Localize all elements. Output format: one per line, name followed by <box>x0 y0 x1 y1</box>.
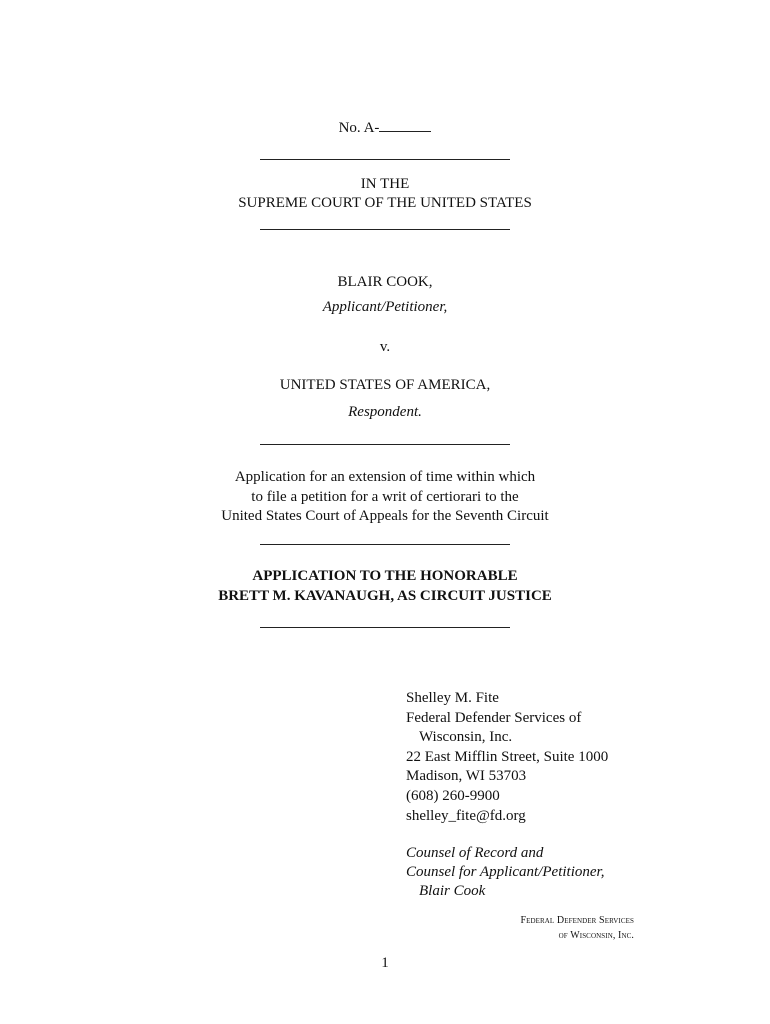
description-line-2: to file a petition for a writ of certiorari to the <box>251 488 519 505</box>
counsel-org-line-2: Wisconsin, Inc. <box>419 729 513 746</box>
applicant-role: Applicant/Petitioner, <box>322 299 448 315</box>
counsel-block <box>406 689 608 826</box>
counsel-name: Shelley M. Fite <box>406 690 499 706</box>
divider-rule <box>260 159 510 160</box>
counsel-role-line-2: Counsel for Applicant/Petitioner, <box>406 864 605 881</box>
court-line-2: SUPREME COURT OF THE UNITED STATES <box>238 195 532 211</box>
application-title-line-2: BRETT M. KAVANAUGH, AS CIRCUIT JUSTICE <box>218 587 552 604</box>
case-number <box>0 117 770 138</box>
description-line-3: United States Court of Appeals for the Seventh Circuit <box>221 508 549 524</box>
counsel-email: shelley_fite@fd.org <box>406 807 526 824</box>
divider-rule <box>260 627 510 628</box>
counsel-address-1: 22 East Mifflin Street, Suite 1000 <box>406 748 609 765</box>
counsel-role-block <box>406 844 604 902</box>
footer-line-1: Federal Defender Services <box>520 915 634 926</box>
counsel-org-line-1: Federal Defender Services of <box>406 709 582 726</box>
respondent-role: Respondent. <box>348 404 422 420</box>
application-title-line-1: APPLICATION TO THE HONORABLE <box>252 568 518 584</box>
respondent-name: UNITED STATES OF AMERICA, <box>279 377 491 393</box>
counsel-role-line-1: Counsel of Record and <box>406 845 544 861</box>
counsel-address-2: Madison, WI 53703 <box>406 768 527 785</box>
counsel-phone: (608) 260-9900 <box>406 787 500 804</box>
counsel-role-line-3: Blair Cook <box>419 883 486 900</box>
divider-rule <box>260 444 510 445</box>
court-line-1: IN THE <box>360 176 410 192</box>
application-title <box>0 567 770 606</box>
versus: v. <box>379 339 391 355</box>
application-description <box>0 468 770 527</box>
footer-line-2: of Wisconsin, Inc. <box>558 930 634 941</box>
page-number: 1 <box>381 955 389 971</box>
divider-rule <box>260 229 510 230</box>
divider-rule <box>260 544 510 545</box>
case-number-blank <box>379 117 431 132</box>
applicant-name: BLAIR COOK, <box>337 274 433 290</box>
case-number-prefix: No. A- <box>338 120 380 136</box>
description-line-1: Application for an extension of time within which <box>234 469 536 485</box>
